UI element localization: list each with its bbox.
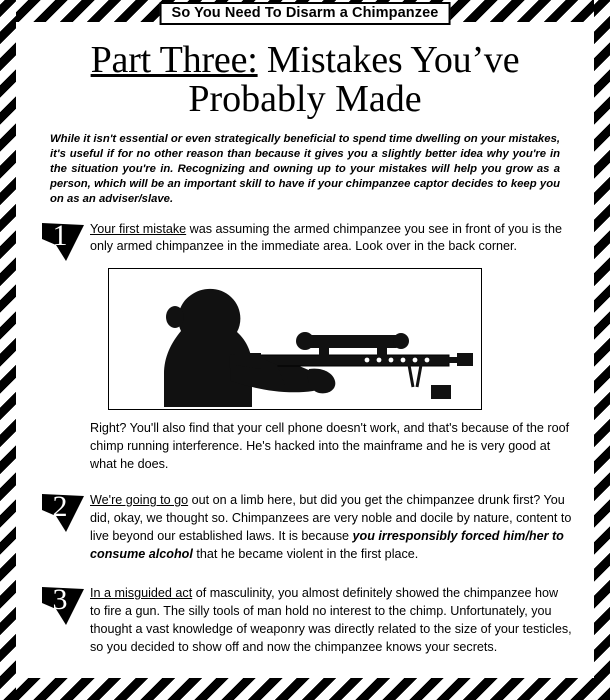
number-marker-3 — [40, 585, 86, 629]
list-item-text — [90, 221, 572, 257]
list-item-rest-part1: out on a limb here, but did you get the chimpanzee drunk first? You did, okay, we thought so. Chimpanzees are very noble and docile by nature, content to live beyond our established laws. It is because — [90, 492, 572, 543]
number-marker-2 — [40, 489, 86, 536]
list-item-text — [90, 585, 572, 657]
page-title-line2: Probably Made — [188, 78, 422, 121]
page-title-line1-rest: Mistakes You’ve — [257, 39, 520, 81]
list-item-lead: Your first mistake — [90, 221, 187, 236]
list-item-text — [90, 492, 572, 564]
hazard-stripe-left — [0, 0, 16, 700]
list-item-after-image-text: Right? You'll also find that your cell phone doesn't work, and that's because of the roof chimp running interference. He's hacked into the mainframe and he is very good at what he does. — [90, 421, 570, 472]
document-body — [16, 24, 594, 676]
list-item-lead: We're going to go — [90, 492, 189, 507]
list-item — [38, 489, 572, 564]
hazard-stripe-bottom — [0, 678, 610, 700]
page-title-part-label: Part Three: — [90, 39, 258, 81]
chimpanzee-with-sniper-rifle-photo — [108, 268, 482, 410]
page-title-banner: So You Need To Disarm a Chimpanzee — [160, 2, 451, 25]
number-label: 3 — [52, 583, 68, 617]
page-title — [38, 40, 572, 81]
list-item-lead: In a misguided act — [90, 586, 193, 601]
number-label: 1 — [52, 218, 68, 252]
intro-paragraph: While it isn't essential or even strategically beneficial to spend time dwelling on your mistakes, it's useful if for no other reason than because it gives you a slightly better idea why you're in the situation you're in. Recognizing and owning up to your mistakes will help you grow as a person, which will be an important skill to have if your chimpanzee captor decides to keep you on as an adviser/slave. — [50, 133, 560, 205]
list-item-rest-part2: that he became violent in the first place. — [192, 546, 419, 561]
number-label: 2 — [52, 489, 68, 523]
chimp-rifle-illustration — [109, 269, 479, 407]
number-marker-1 — [40, 218, 86, 265]
list-item-emphasis: you irresponsibly forced him/her to consume alcohol — [90, 528, 564, 561]
hazard-stripe-right — [594, 0, 610, 700]
list-item — [38, 585, 572, 657]
list-item — [38, 218, 572, 474]
list-item-rest: of masculinity, you almost definitely showed the chimpanzee how to fire a gun. The silly tools of man hold no interest to the chimp. Unfortunately, you thought a vast knowledge of weaponry was directly related to the size of your testicles, so you decided to show off and now the chimpanzee knows your secrets. — [90, 586, 572, 655]
list-item-rest: was assuming the armed chimpanzee you see in front of you is the only armed chimpanzee in the immediate area. Look over in the back corner. — [90, 221, 563, 254]
